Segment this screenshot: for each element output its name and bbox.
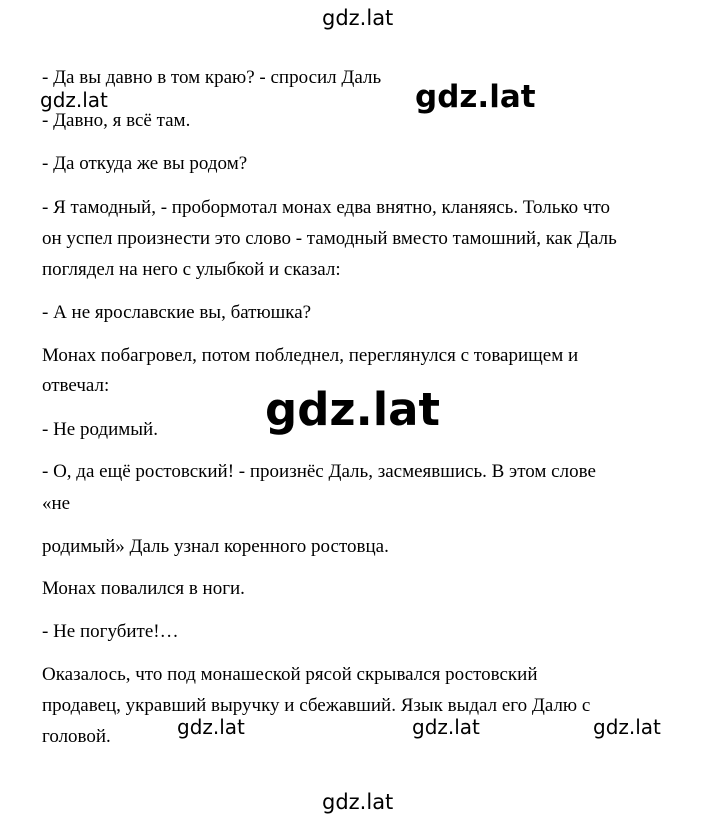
text-line: «не bbox=[42, 493, 71, 514]
text-line: - О, да ещё ростовский! - произнёс Даль, засмеявшись. В этом слове bbox=[42, 461, 596, 482]
text-line: - А не ярославские вы, батюшка? bbox=[42, 302, 312, 323]
watermark-row-3: gdz.lat bbox=[593, 715, 661, 739]
text-line: - Не родимый. bbox=[42, 419, 158, 440]
watermark-row-2: gdz.lat bbox=[412, 715, 480, 739]
text-line: он успел произнести это слово - тамодный вместо тамошний, как Даль bbox=[42, 228, 617, 249]
text-line: - Давно, я всё там. bbox=[42, 110, 191, 131]
text-line: поглядел на него с улыбкой и сказал: bbox=[42, 259, 341, 280]
text-line: головой. bbox=[42, 726, 111, 747]
watermark-bottom: gdz.lat bbox=[322, 790, 394, 814]
watermark-bold: gdz.lat bbox=[415, 79, 536, 115]
text-line: продавец, укравший выручку и сбежавший. Язык выдал его Далю с bbox=[42, 695, 591, 716]
text-line: родимый» Даль узнал коренного ростовца. bbox=[42, 536, 389, 557]
text-line: - Не погубите!… bbox=[42, 621, 179, 642]
watermark-top: gdz.lat bbox=[322, 6, 394, 30]
text-line: отвечал: bbox=[42, 375, 110, 396]
text-line: Монах побагровел, потом побледнел, переглянулся с товарищем и bbox=[42, 345, 579, 366]
watermark-left: gdz.lat bbox=[40, 88, 108, 112]
text-line: - Да вы давно в том краю? - спросил Даль bbox=[42, 67, 382, 88]
text-line: - Я тамодный, - пробормотал монах едва внятно, кланяясь. Только что bbox=[42, 197, 611, 218]
watermark-center: gdz.lat bbox=[265, 383, 441, 436]
text-line: - Да откуда же вы родом? bbox=[42, 153, 248, 174]
text-line: Оказалось, что под монашеской рясой скрывался ростовский bbox=[42, 664, 538, 685]
watermark-row-1: gdz.lat bbox=[177, 715, 245, 739]
text-line: Монах повалился в ноги. bbox=[42, 578, 245, 599]
